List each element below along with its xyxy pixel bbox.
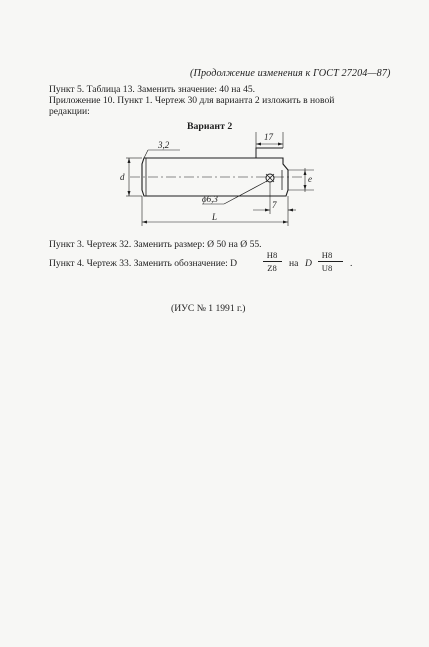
dim-17: 17	[264, 132, 273, 142]
paragraph-item-3: Пункт 3. Чертеж 32. Заменить размер: Ø 50 на Ø 55.	[49, 239, 262, 250]
dim-chamfer: 3,2	[158, 140, 170, 150]
paragraph-item-5: Пункт 5. Таблица 13. Заменить значение: 40 на 45.	[49, 84, 256, 95]
dim-7: 7	[272, 200, 277, 210]
dim-d: d	[120, 172, 125, 182]
fraction-1-numerator: H8	[266, 250, 278, 260]
technical-drawing	[118, 130, 318, 235]
dim-hole-diameter: ϕ6,3	[202, 194, 218, 204]
paragraph-item-4: Пункт 4. Чертеж 33. Заменить обозначение: D	[49, 258, 238, 269]
paragraph-appendix-10: Приложение 10. Пункт 1. Чертеж 30 для варианта 2 изложить в новой	[49, 95, 335, 106]
fraction-2-numerator: H8	[321, 250, 333, 260]
sentence-end: .	[350, 258, 353, 269]
symbol-d: D	[305, 258, 312, 269]
dim-e: e	[308, 174, 312, 184]
fraction-2-bar	[318, 261, 343, 262]
dim-length: L	[212, 212, 218, 222]
fraction-1-denominator: Z8	[267, 263, 277, 273]
fraction-1-bar	[263, 261, 282, 262]
document-header: (Продолжение изменения к ГОСТ 27204—87)	[190, 68, 391, 79]
ius-reference: (ИУС № 1 1991 г.)	[171, 303, 246, 314]
variant-title: Вариант 2	[187, 121, 233, 132]
fraction-2-denominator: U8	[321, 263, 333, 273]
word-na: на	[289, 258, 299, 269]
paragraph-appendix-10-continued: редакции:	[49, 106, 90, 117]
